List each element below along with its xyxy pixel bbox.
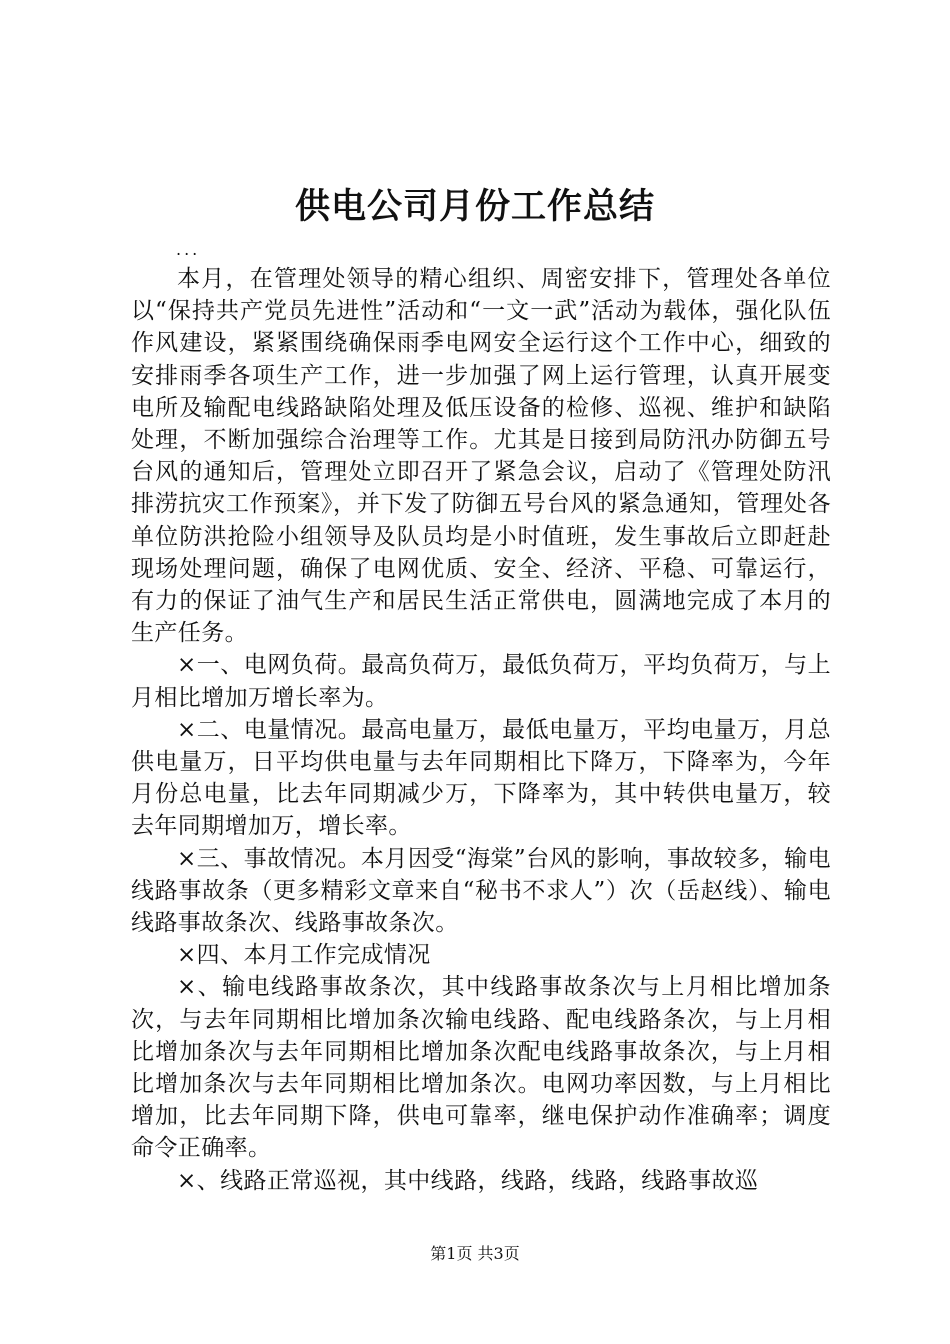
document-body bbox=[131, 263, 831, 1197]
body-paragraph-work-heading: ×四、本月工作完成情况 bbox=[177, 942, 431, 969]
body-paragraph-accidents: ×三、事故情况。本月因受“海棠”台风的影响，事故较多，输电线路事故条（更多精彩文章来自“秘书不求人”）次（岳赵线）、输电线路事故条次、线路事故条次。 bbox=[131, 845, 831, 937]
document-title: 供电公司月份工作总结 bbox=[294, 186, 655, 227]
body-paragraph-power-volume: ×二、电量情况。最高电量万，最低电量万，平均电量万，月总供电量万，日平均供电量与去年同期相比下降万，下降率为，今年月份总电量，比去年同期减少万，下降率为，其中转供电量万，较去年同期增加万，增长率。 bbox=[131, 716, 831, 840]
body-paragraph-grid-load: ×一、电网负荷。最高负荷万，最低负荷万，平均负荷万，与上月相比增加万增长率为。 bbox=[131, 652, 831, 711]
page-number-footer: 第1页 共3页 bbox=[430, 1244, 520, 1263]
body-paragraph-line-patrol: ×、线路正常巡视，其中线路，线路，线路，线路事故巡 bbox=[177, 1167, 759, 1194]
ellipsis-marker: ... bbox=[176, 240, 201, 259]
body-paragraph-line-faults: ×、输电线路事故条次，其中线路事故条次与上月相比增加条次，与去年同期相比增加条次输电线路、配电线路条次，与上月相比增加条次与去年同期相比增加条次配电线路事故条次，与上月相比增加条次与去年同期相比增加条次。电网功率因数，与上月相比增加，比去年同期下降，供电可靠率，继电保护动作准确率；调度命令正确率。 bbox=[131, 974, 831, 1162]
body-paragraph-intro: 本月，在管理处领导的精心组织、周密安排下，管理处各单位以“保持共产党员先进性”活动和“一文一武”活动为载体，强化队伍作风建设，紧紧围绕确保雨季电网安全运行这个工作中心，细致的安排雨季各项生产工作，进一步加强了网上运行管理，认真开展变电所及输配电线路缺陷处理及低压设备的检修、巡视、维护和缺陷处理，不断加强综合治理等工作。尤其是日接到局防汛办防御五号台风的通知后，管理处立即召开了紧急会议，启动了《管理处防汛排涝抗灾工作预案》，并下发了防御五号台风的紧急通知，管理处各单位防洪抢险小组领导及队员均是小时值班，发生事故后立即赶赴现场处理问题，确保了电网优质、安全、经济、平稳、可靠运行，有力的保证了油气生产和居民生活正常供电，圆满地完成了本月的生产任务。 bbox=[131, 266, 831, 647]
